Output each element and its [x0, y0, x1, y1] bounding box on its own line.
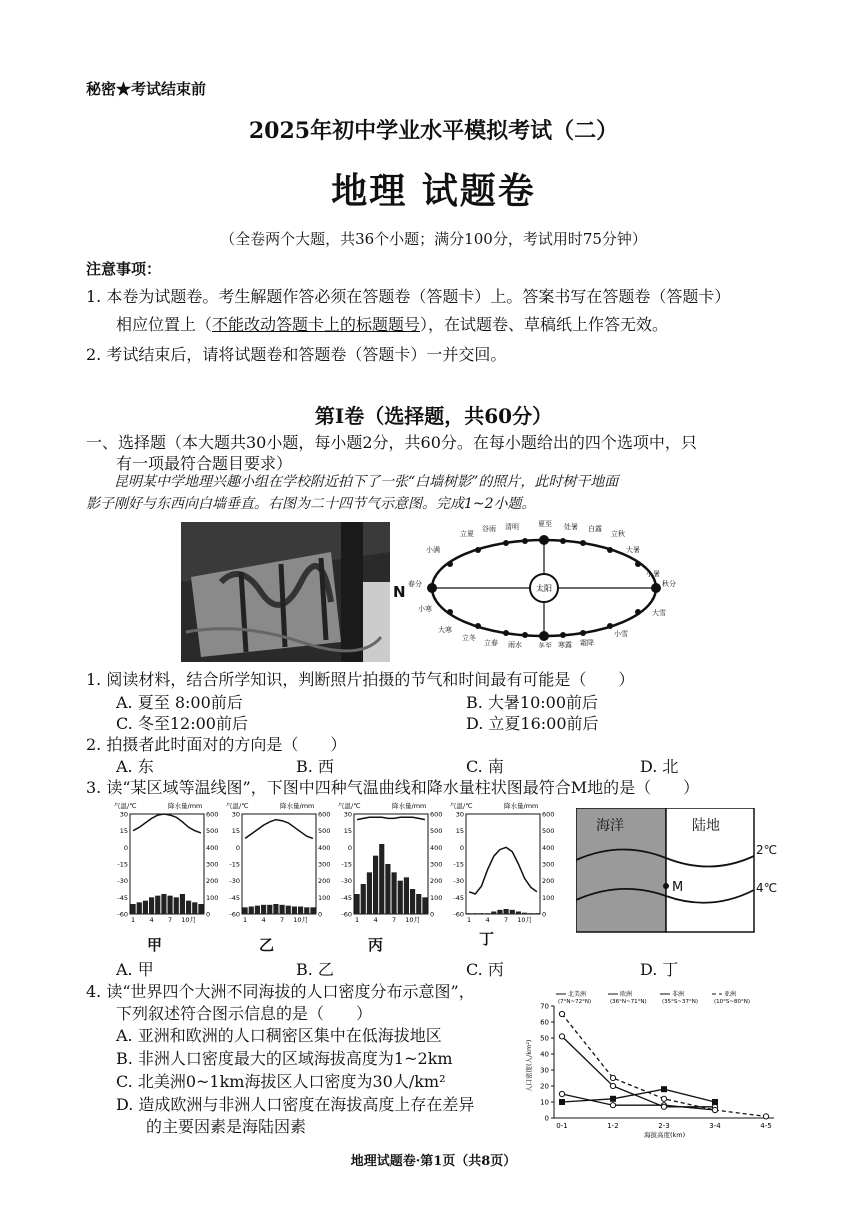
- y-tick-label: 40: [540, 1050, 549, 1059]
- rain-bar: [267, 905, 272, 914]
- rain-bar: [292, 907, 297, 915]
- rain-bar: [398, 881, 403, 914]
- rain-bar: [310, 907, 315, 914]
- month-tick: 1: [467, 916, 472, 924]
- right-tick: 200: [542, 877, 555, 886]
- data-point: [712, 1107, 717, 1112]
- rain-bar: [137, 902, 142, 914]
- left-tick: -15: [229, 860, 240, 869]
- term-right-1: 小暑: [646, 570, 660, 578]
- q3-option-d: D. 丁: [640, 960, 679, 979]
- data-point: [610, 1083, 615, 1088]
- term-left-0: 小满: [426, 546, 440, 554]
- rain-bar: [373, 856, 378, 914]
- term-bottom-1: 立冬: [462, 634, 476, 642]
- term-top-6: 立秋: [611, 530, 625, 538]
- rain-bar: [385, 864, 390, 914]
- q1-option-a: A. 夏至 8:00前后: [116, 693, 243, 712]
- rain-bar: [149, 897, 154, 914]
- rain-bar: [497, 910, 502, 914]
- north-label: N: [393, 583, 406, 601]
- right-tick: 300: [430, 860, 443, 869]
- climate-label-bing: 丙: [368, 936, 384, 954]
- y-axis-label: 人口密度(人/km²): [525, 1039, 533, 1092]
- page-footer: 地理试题卷·第1页（共8页）: [350, 1154, 517, 1169]
- data-point: [763, 1114, 768, 1119]
- map-point-m: M: [672, 880, 684, 895]
- map-iso-2: 2℃: [756, 843, 778, 857]
- temperature-curve: [469, 847, 537, 894]
- section-intro-line-2: 有一项最符合题目要求）: [116, 454, 293, 473]
- rain-bar: [355, 894, 360, 914]
- y-tick-label: 0: [544, 1114, 549, 1123]
- note-1-line-1: 1. 本卷为试题卷。考生解题作答必须在答题卷（答题卡）上。答案书写在答题卷（答题卡）: [86, 287, 731, 306]
- x-tick-label: 1-2: [607, 1122, 619, 1130]
- series-line-2: [562, 1089, 715, 1102]
- rain-bar: [143, 901, 148, 914]
- right-tick: 300: [318, 860, 331, 869]
- left-tick: 30: [343, 810, 352, 819]
- left-tick: -45: [453, 893, 464, 902]
- left-tick: 15: [343, 827, 352, 836]
- y-tick-label: 70: [540, 1002, 549, 1011]
- climate-label-ding: 丁: [479, 930, 495, 948]
- temperature-curve: [245, 820, 313, 839]
- rain-bar: [249, 907, 254, 915]
- x-axis-label: 海拔高度(km): [644, 1131, 686, 1139]
- rain-bar: [180, 894, 185, 914]
- term-bottom-3: 雨水: [508, 641, 522, 648]
- rain-bar: [361, 884, 366, 914]
- plot-frame: [242, 814, 316, 914]
- legend-series-name: 亚洲: [724, 991, 737, 998]
- rain-bar: [286, 906, 291, 914]
- rain-bar: [261, 905, 266, 914]
- data-point: [713, 1100, 718, 1105]
- passage: [86, 471, 776, 515]
- legend-latitude: (10°S~80°N): [714, 999, 751, 1005]
- q1-option-c: C. 冬至12:00前后: [116, 714, 248, 733]
- data-point: [610, 1075, 615, 1080]
- month-tick: 10月: [293, 916, 308, 924]
- left-tick: 15: [119, 827, 128, 836]
- term-autumn: 秋分: [662, 580, 676, 588]
- left-tick: -45: [117, 893, 128, 902]
- term-right-4: 小雪: [614, 630, 628, 638]
- rain-bar: [161, 894, 166, 914]
- term-top-1: 谷雨: [482, 525, 496, 533]
- right-tick: 500: [206, 827, 219, 836]
- solar-terms-diagram: [408, 516, 680, 652]
- climate-label-yi: 乙: [259, 936, 275, 954]
- q1-option-b: B. 大暑10:00前后: [466, 693, 599, 712]
- term-right-0: 大暑: [626, 546, 640, 554]
- section-title: 第Ⅰ卷（选择题，共60分）: [314, 404, 553, 428]
- passage-line-2: 影子刚好与东西向白墙垂直。右图为二十四节气示意图。完成1~2小题。: [86, 496, 536, 512]
- x-tick-label: 3-4: [709, 1122, 721, 1130]
- right-tick: 600: [430, 810, 443, 819]
- data-point: [610, 1103, 615, 1108]
- q4-stem-line-1: 4. 读“世界四个大洲不同海拔的人口密度分布示意图”，: [86, 982, 475, 1001]
- rain-bar: [516, 912, 521, 915]
- month-tick: 4: [373, 916, 378, 924]
- tree-shadow-photo: [181, 522, 390, 662]
- rain-bar: [510, 910, 515, 914]
- rain-bar: [131, 904, 136, 914]
- temp-axis-title: 气温/℃: [338, 802, 361, 810]
- notes-heading: 注意事项：: [86, 260, 162, 278]
- note-1-underlined: 不能改动答题卡上的标题题号: [212, 315, 421, 334]
- left-tick: 0: [459, 843, 464, 852]
- y-tick-label: 50: [540, 1034, 549, 1043]
- term-bottom-2: 立春: [484, 639, 498, 647]
- right-tick: 0: [430, 910, 435, 919]
- note-1-line-2: [116, 312, 668, 335]
- right-tick: 400: [318, 843, 331, 852]
- data-point: [559, 1011, 564, 1016]
- rain-bar: [298, 907, 303, 915]
- rain-bar: [416, 894, 421, 914]
- rain-bar: [485, 913, 490, 914]
- q4-option-d-line-2: 的主要因素是海陆因素: [146, 1117, 307, 1136]
- right-tick: 300: [542, 860, 555, 869]
- right-tick: 400: [206, 843, 219, 852]
- x-tick-label: 0-1: [556, 1122, 568, 1130]
- paper-title: 地理 试题卷: [331, 170, 536, 212]
- section-intro: [86, 432, 776, 474]
- month-tick: 4: [261, 916, 266, 924]
- temp-axis-title: 气温/℃: [114, 802, 137, 810]
- rain-bar: [192, 902, 197, 914]
- exam-title: 2025年初中学业水平模拟考试（二）: [248, 118, 619, 144]
- data-point: [661, 1096, 666, 1101]
- legend-latitude: (36°N~71°N): [610, 999, 647, 1005]
- data-point: [559, 1034, 564, 1039]
- left-tick: 30: [119, 810, 128, 819]
- climate-chart-2: [338, 801, 442, 924]
- right-tick: 100: [430, 893, 443, 902]
- right-tick: 400: [430, 843, 443, 852]
- x-tick-label: 4-5: [760, 1122, 772, 1130]
- section-intro-line-1: 一、选择题（本大题共30小题，每小题2分，共60分。在每小题给出的四个选项中，只: [86, 433, 697, 452]
- right-tick: 500: [542, 827, 555, 836]
- rain-bar: [255, 906, 260, 914]
- rain-bar: [392, 872, 397, 914]
- right-tick: 600: [206, 810, 219, 819]
- right-tick: 100: [318, 893, 331, 902]
- month-tick: 10月: [517, 916, 532, 924]
- right-tick: 300: [206, 860, 219, 869]
- rain-bar: [404, 877, 409, 914]
- right-tick: 200: [318, 877, 331, 886]
- month-tick: 10月: [181, 916, 196, 924]
- q2-option-c: C. 南: [466, 757, 504, 776]
- q3-stem: 3. 读“某区域等温线图”，下图中四种气温曲线和降水量柱状图最符合M地的是（ ）: [86, 778, 700, 797]
- month-tick: 1: [355, 916, 360, 924]
- left-tick: -60: [229, 910, 240, 919]
- rain-bar: [491, 912, 496, 915]
- q4-option-b: B. 非洲人口密度最大的区域海拔高度为1~2km: [116, 1049, 453, 1068]
- x-tick-label: 2-3: [658, 1122, 670, 1130]
- population-density-chart: [522, 988, 784, 1147]
- map-land-label: 陆地: [692, 818, 720, 834]
- climate-charts: [112, 800, 574, 944]
- data-point: [560, 1100, 565, 1105]
- right-tick: 600: [542, 810, 555, 819]
- exam-subtitle: （全卷两个大题，共36个小题；满分100分，考试用时75分钟）: [220, 230, 647, 248]
- rain-axis-title: 降水量/mm: [280, 802, 315, 810]
- term-left-3: 小寒: [418, 605, 432, 613]
- right-tick: 200: [206, 877, 219, 886]
- q4-option-c: C. 北美洲0~1km海拔区人口密度为30人/km²: [116, 1072, 446, 1091]
- term-top-4: 处暑: [564, 523, 578, 531]
- term-left-4: 大寒: [438, 626, 452, 634]
- rain-bar: [168, 896, 173, 914]
- term-top-5: 白露: [588, 525, 602, 533]
- rain-bar: [534, 913, 539, 914]
- left-tick: 0: [123, 843, 128, 852]
- left-tick: -15: [341, 860, 352, 869]
- rain-bar: [410, 889, 415, 914]
- rain-axis-title: 降水量/mm: [504, 802, 539, 810]
- rain-bar: [186, 901, 191, 914]
- q2-option-d: D. 北: [640, 757, 679, 776]
- rain-bar: [422, 897, 427, 914]
- left-tick: -60: [453, 910, 464, 919]
- q4-option-a: A. 亚洲和欧洲的人口稠密区集中在低海拔地区: [116, 1026, 442, 1045]
- month-tick: 7: [280, 916, 285, 924]
- map-ocean-label: 海洋: [596, 818, 624, 834]
- rain-axis-title: 降水量/mm: [392, 802, 427, 810]
- legend-latitude: (7°N~72°N): [558, 999, 592, 1005]
- q2-option-a: A. 东: [116, 757, 154, 776]
- rain-bar: [280, 905, 285, 914]
- left-tick: -15: [117, 860, 128, 869]
- rain-bar: [174, 897, 179, 914]
- rain-bar: [528, 913, 533, 914]
- left-tick: -30: [229, 877, 240, 886]
- q1-stem: 1. 阅读材料，结合所学知识，判断照片拍摄的节气和时间最有可能是（ ）: [86, 670, 635, 689]
- legend-series-name: 北美洲: [568, 991, 587, 998]
- legend-series-name: 非洲: [672, 991, 685, 998]
- left-tick: -60: [117, 910, 128, 919]
- term-top-3: 夏至: [538, 520, 552, 528]
- rain-bar: [522, 913, 527, 914]
- legend-series-name: 欧洲: [620, 991, 633, 998]
- month-tick: 7: [392, 916, 397, 924]
- left-tick: -60: [341, 910, 352, 919]
- rain-bar: [473, 913, 478, 914]
- rain-bar: [367, 872, 372, 914]
- note-2: 2. 考试结束后，请将试题卷和答题卷（答题卡）一并交回。: [86, 345, 507, 364]
- legend-latitude: (35°S~37°N): [662, 999, 699, 1005]
- term-bottom-7: 霜降: [580, 639, 594, 647]
- month-tick: 7: [504, 916, 509, 924]
- sun-label: 太阳: [536, 584, 552, 593]
- data-point: [611, 1096, 616, 1101]
- data-point: [559, 1091, 564, 1096]
- climate-chart-3: [450, 801, 554, 924]
- note-1-pre: 相应位置上（: [116, 315, 213, 334]
- right-tick: 100: [542, 893, 555, 902]
- right-tick: 0: [206, 910, 211, 919]
- month-tick: 1: [131, 916, 136, 924]
- right-tick: 500: [430, 827, 443, 836]
- q2-stem: 2. 拍摄者此时面对的方向是（ ）: [86, 735, 347, 754]
- q2-option-b: B. 西: [296, 757, 334, 776]
- rain-bar: [273, 904, 278, 914]
- right-tick: 500: [318, 827, 331, 836]
- climate-chart-1: [226, 801, 330, 924]
- left-tick: 0: [347, 843, 352, 852]
- temp-axis-title: 气温/℃: [226, 802, 249, 810]
- right-tick: 0: [542, 910, 547, 919]
- temperature-curve: [133, 814, 201, 833]
- month-tick: 4: [149, 916, 154, 924]
- plot-frame: [466, 814, 540, 914]
- left-tick: 15: [231, 827, 240, 836]
- term-spring: 春分: [408, 580, 422, 588]
- month-tick: 1: [243, 916, 248, 924]
- data-point: [662, 1087, 667, 1092]
- right-tick: 600: [318, 810, 331, 819]
- rain-bar: [379, 844, 384, 914]
- left-tick: -30: [453, 877, 464, 886]
- y-tick-label: 60: [540, 1018, 549, 1027]
- left-tick: 0: [235, 843, 240, 852]
- left-tick: -30: [341, 877, 352, 886]
- isotherm-map: [576, 808, 786, 940]
- left-tick: 30: [455, 810, 464, 819]
- q4-option-d-line-1: D. 造成欧洲与非洲人口密度在海拔高度上存在差异: [116, 1095, 475, 1114]
- month-tick: 4: [485, 916, 490, 924]
- month-tick: 10月: [405, 916, 420, 924]
- left-tick: -45: [229, 893, 240, 902]
- passage-line-1: 昆明某中学地理兴趣小组在学校附近拍下了一张“白墙树影”的照片，此时树干地面: [114, 474, 619, 490]
- right-tick: 100: [206, 893, 219, 902]
- temperature-curve: [357, 817, 425, 819]
- right-tick: 400: [542, 843, 555, 852]
- right-tick: 200: [430, 877, 443, 886]
- secret-label: 秘密★考试结束前: [86, 80, 207, 98]
- y-tick-label: 10: [540, 1098, 549, 1107]
- left-tick: -45: [341, 893, 352, 902]
- left-tick: -15: [453, 860, 464, 869]
- data-point: [661, 1104, 666, 1109]
- q3-option-a: A. 甲: [116, 960, 154, 979]
- term-winter: 冬至: [538, 642, 552, 648]
- right-tick: 0: [318, 910, 323, 919]
- temp-axis-title: 气温/℃: [450, 802, 473, 810]
- left-tick: 30: [231, 810, 240, 819]
- y-tick-label: 20: [540, 1082, 549, 1091]
- q3-option-b: B. 乙: [296, 960, 334, 979]
- q1-option-d: D. 立夏16:00前后: [466, 714, 599, 733]
- map-iso-4: 4℃: [756, 881, 778, 895]
- rain-bar: [198, 904, 203, 914]
- climate-chart-0: [114, 801, 218, 924]
- term-bottom-6: 寒露: [558, 641, 572, 648]
- rain-bar: [504, 909, 509, 914]
- q4-stem-line-2: 下列叙述符合图示信息的是（ ）: [116, 1004, 373, 1023]
- rain-bar: [467, 913, 472, 914]
- rain-bar: [304, 907, 309, 914]
- term-right-3: 大雪: [652, 609, 666, 617]
- north-arrow: [393, 583, 406, 601]
- climate-label-jia: 甲: [147, 936, 163, 954]
- left-tick: 15: [455, 827, 464, 836]
- q3-option-c: C. 丙: [466, 960, 504, 979]
- rain-bar: [155, 896, 160, 914]
- rain-axis-title: 降水量/mm: [168, 802, 203, 810]
- left-tick: -30: [117, 877, 128, 886]
- y-tick-label: 30: [540, 1066, 549, 1075]
- note-1-post: ），在试题卷、草稿纸上作答无效。: [420, 315, 669, 334]
- term-top-2: 清明: [505, 523, 519, 531]
- rain-bar: [243, 907, 248, 914]
- month-tick: 7: [168, 916, 173, 924]
- term-top-0: 立夏: [460, 530, 474, 538]
- rain-bar: [479, 913, 484, 914]
